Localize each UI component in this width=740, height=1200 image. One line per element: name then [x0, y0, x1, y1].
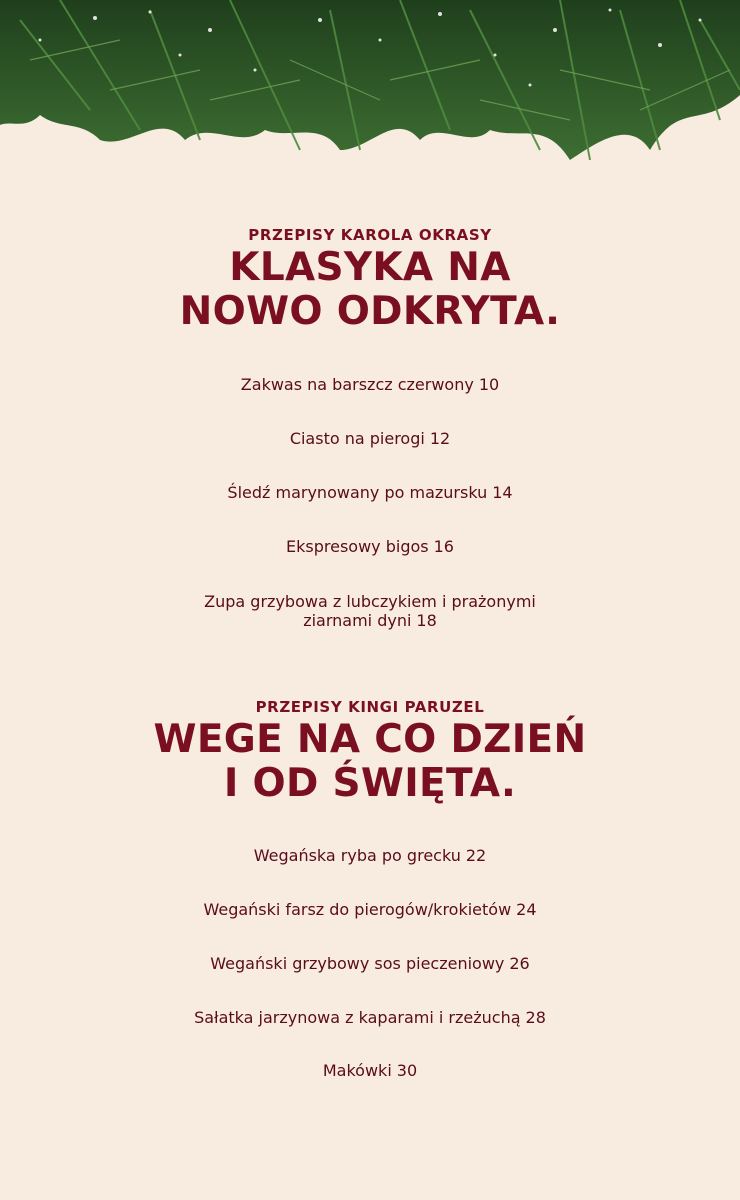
toc-item[interactable]	[0, 846, 740, 866]
toc-item-title: Ciasto na pierogi	[289, 429, 425, 448]
toc-item-title: Sałatka jarzynowa z kaparami i rzeżuchą	[194, 1008, 521, 1027]
toc-item-page: 18	[416, 611, 437, 630]
headline-line-2: I OD ŚWIĘTA.	[223, 761, 517, 806]
section-kicker: PRZEPISY KINGI PARUZEL	[255, 698, 485, 716]
toc-item[interactable]	[0, 900, 740, 920]
toc-item-page: 24	[516, 900, 537, 919]
toc-item-title-cont: ziarnami dyni	[303, 611, 412, 630]
toc-item[interactable]	[0, 954, 740, 974]
toc-item-title: Zakwas na barszcz czerwony	[240, 375, 474, 394]
toc-item[interactable]	[0, 537, 740, 557]
section-headline	[0, 246, 740, 334]
toc-item[interactable]	[0, 483, 740, 503]
toc-item-title: Wegański farsz do pierogów/krokietów	[203, 900, 512, 919]
fir-branches-decoration	[0, 0, 740, 180]
toc-item-title: Wegańska ryba po grecku	[253, 846, 461, 865]
toc-item-page: 14	[492, 483, 513, 502]
toc-item-page: 30	[396, 1061, 418, 1080]
section-okrasa	[0, 226, 740, 334]
toc-item[interactable]	[0, 375, 740, 395]
toc-item-page: 10	[478, 375, 500, 394]
toc-item-title: Zupa grzybowa z lubczykiem i prażonymi	[204, 592, 536, 611]
toc-item[interactable]	[0, 1061, 740, 1081]
toc-item-title: Makówki	[322, 1061, 392, 1080]
toc-item-page: 26	[509, 954, 530, 973]
toc-item-page: 12	[429, 429, 451, 448]
headline-line-2: NOWO ODKRYTA.	[179, 289, 561, 334]
toc-item-page: 28	[525, 1008, 546, 1027]
toc-item-title: Śledź marynowany po mazursku	[227, 483, 488, 502]
headline-line-1: WEGE NA CO DZIEŃ	[153, 717, 587, 762]
section-headline	[0, 718, 740, 806]
toc-item-page: 16	[433, 537, 454, 556]
toc-item-title: Wegański grzybowy sos pieczeniowy	[210, 954, 505, 973]
toc-item[interactable]	[0, 429, 740, 449]
toc-item-page: 22	[465, 846, 487, 865]
toc-item[interactable]	[0, 592, 740, 630]
toc-item-title: Ekspresowy bigos	[286, 537, 429, 556]
headline-line-1: KLASYKA NA	[229, 245, 511, 290]
section-kicker: PRZEPISY KAROLA OKRASY	[248, 226, 492, 244]
toc-item[interactable]	[0, 1008, 740, 1028]
section-paruzel	[0, 698, 740, 806]
